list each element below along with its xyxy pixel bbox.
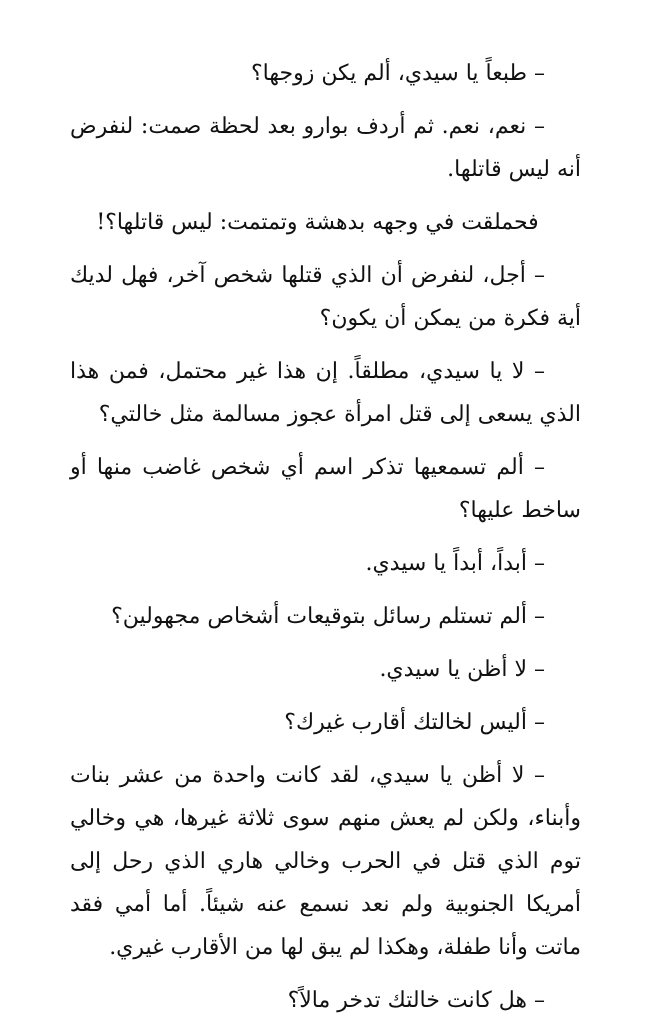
dialogue-line: – أليس لخالتك أقارب غيرك؟: [284, 710, 545, 735]
dialogue-line: – لا يا سيدي، مطلقاً. إن هذا غير محتمل، فمن هذا الذي يسعى إلى قتل امرأة عجوز مسالمة مثل خالتي؟: [70, 359, 581, 427]
book-page: [70, 52, 581, 1032]
dialogue-line: – طبعاً يا سيدي، ألم يكن زوجها؟: [250, 61, 545, 86]
narration-line: فحملقت في وجهه بدهشة وتمتمت: ليس قاتلها؟!: [96, 210, 539, 235]
dialogue-line: – هل كانت خالتك تدخر مالاً؟: [287, 988, 545, 1013]
dialogue-line: – لا أظن يا سيدي.: [379, 657, 545, 682]
dialogue-line: – نعم، نعم. ثم أردف بوارو بعد لحظة صمت: لنفرض أنه ليس قاتلها.: [70, 114, 581, 182]
dialogue-line: – أجل، لنفرض أن الذي قتلها شخص آخر، فهل لديك أية فكرة من يمكن أن يكون؟: [70, 263, 581, 331]
dialogue-line: – ألم تسمعيها تذكر اسم أي شخص غاضب منها أو ساخط عليها؟: [70, 455, 581, 523]
dialogue-line: – أبداً، أبداً يا سيدي.: [365, 551, 545, 576]
dialogue-line: – ألم تستلم رسائل بتوقيعات أشخاص مجهولين؟: [111, 604, 545, 629]
dialogue-line: – لا أظن يا سيدي، لقد كانت واحدة من عشر بنات وأبناء، ولكن لم يعش منهم سوى ثلاثة غيرها، هي وخالي توم الذي قتل في الحرب وخالي هاري الذي رحل إلى أمريكا الجنوبية ولم نعد نسمع عنه شيئاً. أما أمي فقد ماتت وأنا طفلة، وهكذا لم يبق لها من الأقارب غيري.: [70, 763, 581, 960]
